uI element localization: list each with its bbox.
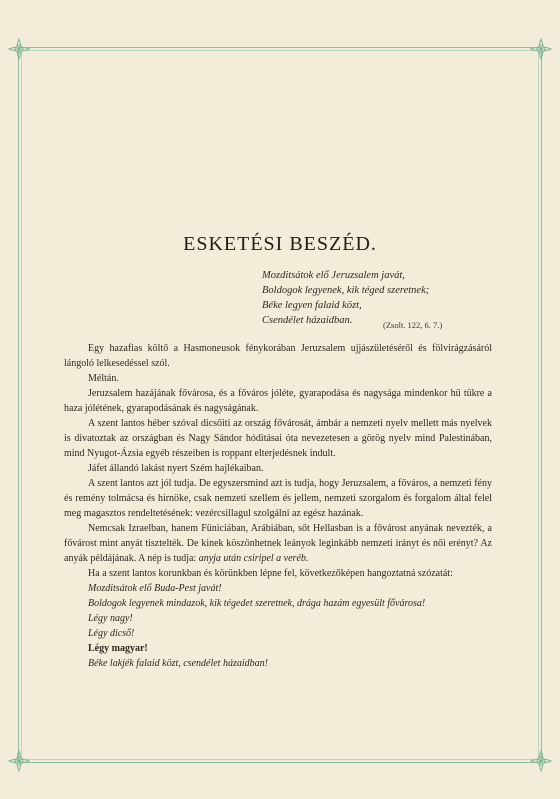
closing-line-emphasis: Légy magyar!: [88, 643, 148, 654]
proverb: anyja után csiripel a veréb.: [198, 553, 309, 564]
motto-line: Csendélet házaidban.: [262, 315, 353, 326]
motto-reference: (Zsolt. 122, 6. 7.): [383, 320, 443, 330]
closing-line: Béke lakjék falaid közt, csendélet házaidban!: [88, 658, 268, 669]
closing-line: Boldogok legyenek mindazok, kik tégedet szeretnek, drága hazám egyesült fővárosa!: [88, 598, 426, 609]
paragraph: A szent lantos azt jól tudja. De egyszersmind azt is tudja, hogy Jeruzsalem, a főváros, a nemzeti fény és remény tolmácsa és hirnöke, csak nemzeti szellem és jellem, nemzeti szorgalom és forgalom által felel meg magasztos rendeltetésének: vezércsillagul szolgálni az egész hazának.: [64, 478, 492, 519]
page-title: ESKETÉSI BESZÉD.: [183, 233, 377, 255]
closing-line: Mozditsátok elő Buda-Pest javát!: [88, 583, 222, 594]
body-text: [64, 341, 492, 671]
paragraph: Jeruzsalem hazájának fővárosa, és a főváros jóléte, gyarapodása és nagysága mindenkor hű tükre a haza jólétének, gyarapodásának és nagyságának.: [64, 388, 492, 414]
motto: [262, 268, 492, 328]
motto-line: Boldogok legyenek, kik téged szeretnek;: [262, 285, 430, 296]
closing-line: Légy nagy!: [88, 613, 133, 624]
paragraph: Jáfet állandó lakást nyert Szém hajlékaiban.: [88, 463, 264, 474]
paragraph: Méltán.: [88, 373, 119, 384]
corner-ornament-bottom-right: [528, 748, 554, 774]
corner-ornament-top-right: [528, 36, 554, 62]
paragraph: Ha a szent lantos korunkban és körünkben lépne fel, következőképen hangoztatná szózatát:: [88, 568, 453, 579]
paragraph-with-proverb: [64, 521, 492, 566]
corner-ornament-bottom-left: [6, 748, 32, 774]
closing-line: Légy dicső!: [88, 628, 135, 639]
paragraph: A szent lantos héber szóval dicsőiti az ország fővárosát, ámbár a nemzeti nyelv mellett más nyelvek is divatoztak az országban és Nagy Sándor hóditásai óta nevezetesen a görög nyelv mind Palestinában, mind Nyugot-Ázsia egyéb részeiben is roppant elterjedésnek indult.: [64, 418, 492, 459]
paragraph-text: Nemcsak Izraelban, hanem Füniciában, Arábiában, sőt Hellasban is a fővárost anyának nevezték, a fővárost mint anyát tisztelték. De kinek köszönhetnek leányok leginkább nemzeti irányt és női erényt? Az anyák példájának. A nép is tudja:: [64, 523, 492, 564]
paragraph: Egy hazafias költő a Hasmoneusok fénykorában Jeruzsalem ujjászületéséről és fölvirágzásáról lángoló lelkesedéssel szól.: [64, 343, 492, 369]
corner-ornament-top-left: [6, 36, 32, 62]
motto-line: Mozditsátok elő Jeruzsalem javát,: [262, 270, 405, 281]
motto-line: Béke legyen falaid közt,: [262, 300, 362, 311]
